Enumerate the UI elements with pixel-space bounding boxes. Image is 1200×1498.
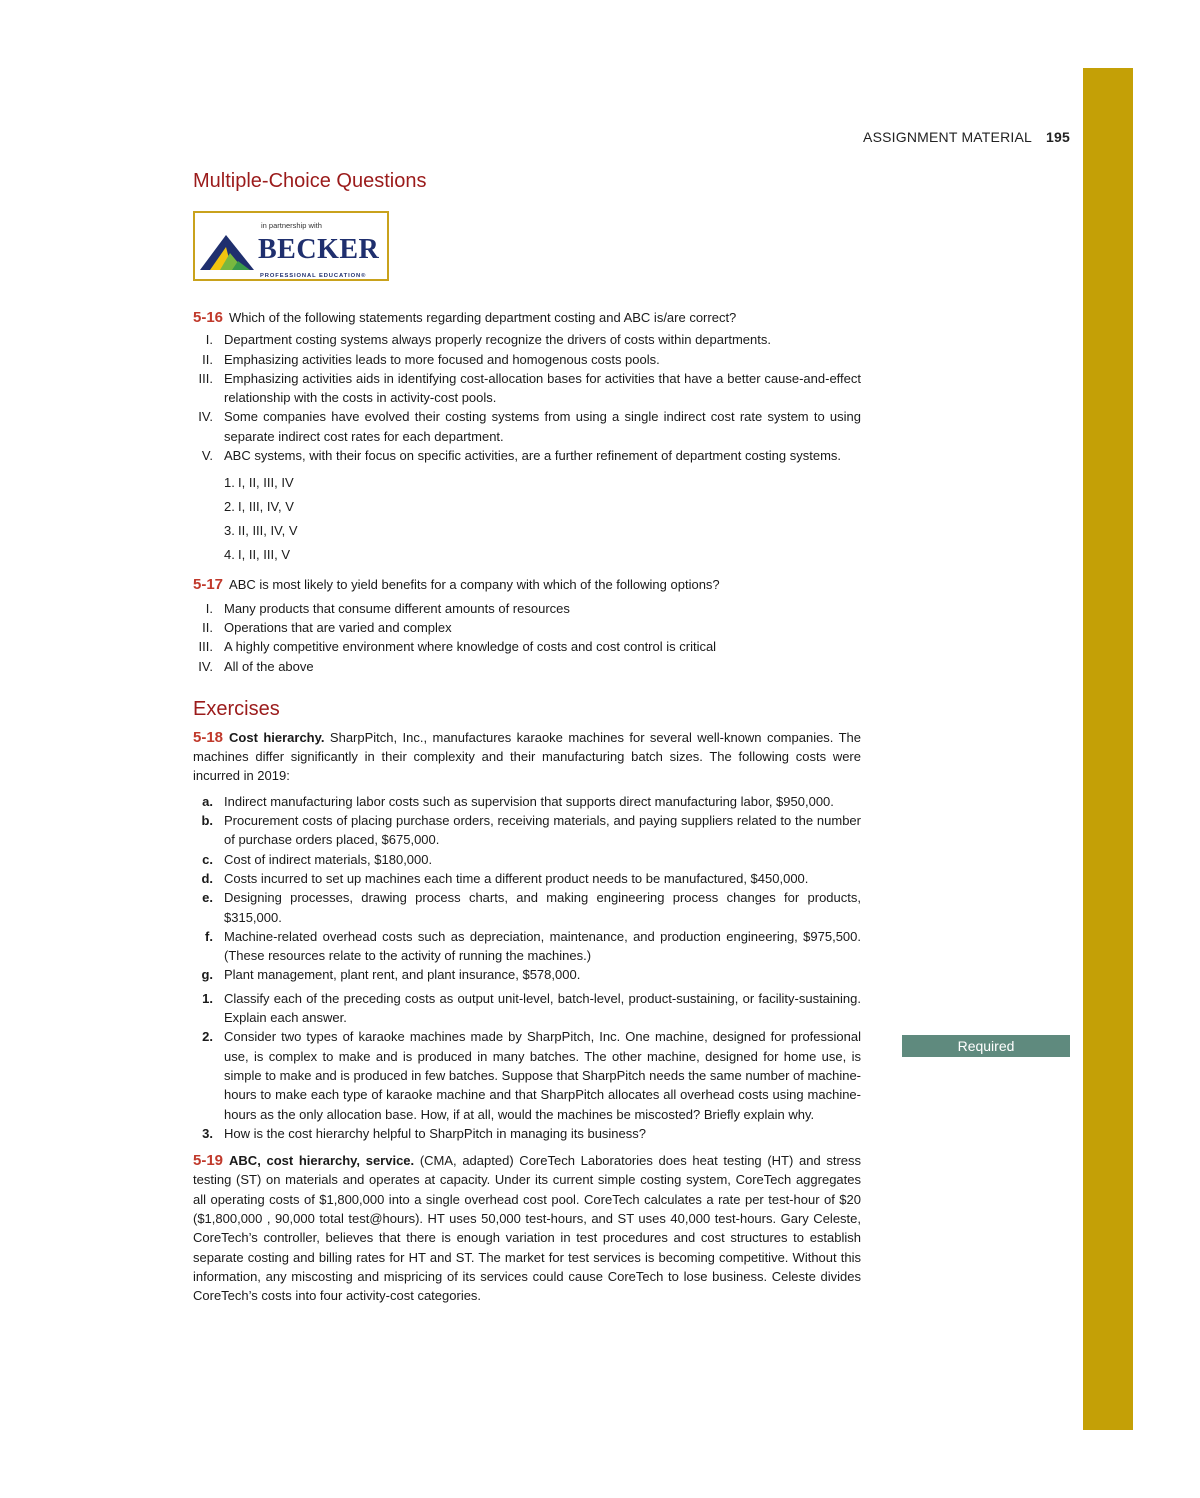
- question-text: SharpPitch, Inc., manufactures karaoke machines for several well-known companies. The machines differ significantly in their complexity and their manufacturing batch sizes. The following costs were incurred in 2019:: [193, 729, 861, 784]
- answer-option: 1. I, II, III, IV: [224, 475, 294, 491]
- question-text: ABC is most likely to yield benefits for a company with which of the following options?: [229, 577, 720, 593]
- list-item: 1. Classify each of the preceding costs as output unit-level, batch-level, product-sustaining, or facility-sustaining. Explain each answer.: [202, 990, 861, 1026]
- running-head: [770, 129, 1070, 145]
- required-list: [193, 989, 861, 1143]
- statement-list: [193, 330, 861, 465]
- list-item: II. Emphasizing activities leads to more focused and homogenous costs pools.: [202, 351, 660, 367]
- question-number: 5-17: [193, 576, 224, 594]
- question-number: 5-16: [193, 309, 224, 326]
- list-item: IV. All of the above: [198, 658, 314, 674]
- becker-partner-text: in partnership with: [261, 221, 322, 230]
- required-badge: Required: [902, 1035, 1070, 1057]
- question-5-17: [193, 575, 861, 594]
- answer-option: 3. II, III, IV, V: [224, 523, 298, 539]
- question-5-16: [193, 308, 861, 327]
- running-head-title: ASSIGNMENT MATERIAL: [863, 129, 1033, 145]
- list-item: b. Procurement costs of placing purchase orders, receiving materials, and paying suppliers related to the number of purchase orders placed, $675,000.: [201, 813, 861, 848]
- margin-color-bar: [1083, 68, 1133, 1430]
- becker-brand-subtitle: PROFESSIONAL EDUCATION®: [260, 273, 367, 279]
- statement-list: [193, 599, 861, 676]
- question-title: Cost hierarchy.: [229, 729, 325, 745]
- question-text: (CMA, adapted) CoreTech Laboratories does heat testing (HT) and stress testing (ST) on materials and operates at capacity. Under its current simple costing system, CoreTech aggregates all operating costs of $1,800,000 into a single overhead cost pool. CoreTech calculates a rate per test-hour of $20 ($1,800,000 , 90,000 total test@hours). HT uses 50,000 test-hours, and ST uses 40,000 test-hours. Gary Celeste, CoreTech’s controller, believes that there is enough variation in test procedures and cost structures to establish separate costing and billing rates for HT and ST. The market for test services is becoming competitive. Without this information, any miscosting and mispricing of its services could cause CoreTech to lose business. Celeste divides CoreTech’s costs into four activity-cost categories.: [193, 1153, 862, 1304]
- cost-item-list: [193, 792, 861, 985]
- list-item: III. A highly competitive environment where knowledge of costs and cost control is critical: [198, 639, 717, 655]
- answer-option: 2. I, III, IV, V: [224, 499, 294, 515]
- answer-options: [224, 471, 861, 567]
- exercises-section-title: Exercises: [193, 697, 280, 720]
- list-item: III. Emphasizing activities aids in identifying cost-allocation bases for activities that have a better cause-and-effect relationship with the costs in activity-cost pools.: [198, 370, 861, 406]
- question-number: 5-18: [193, 728, 224, 746]
- list-item: IV. Some companies have evolved their costing systems from using a single indirect cost rate system to using separate indirect cost rates for each department.: [198, 409, 861, 444]
- list-item: II. Operations that are varied and complex: [202, 619, 452, 635]
- main-content: [193, 168, 861, 1305]
- list-item: d. Costs incurred to set up machines each time a different product needs to be manufactured, $450,000.: [201, 870, 809, 886]
- question-number: 5-19: [193, 1152, 224, 1170]
- list-item: c. Cost of indirect materials, $180,000.: [202, 851, 433, 867]
- question-title: ABC, cost hierarchy, service.: [229, 1153, 415, 1169]
- becker-brand-name: BECKER: [258, 234, 380, 265]
- question-5-19: [193, 1151, 861, 1305]
- list-item: V. ABC systems, with their focus on specific activities, are a further refinement of department costing systems.: [201, 448, 842, 464]
- page-number: 195: [1046, 129, 1070, 145]
- list-item: 3. How is the cost hierarchy helpful to SharpPitch in managing its business?: [202, 1125, 646, 1141]
- becker-triangle-icon: [198, 233, 256, 271]
- list-item: a. Indirect manufacturing labor costs such as supervision that supports direct manufacturing labor, $950,000.: [202, 793, 834, 809]
- list-item: I. Department costing systems always properly recognize the drivers of costs within departments.: [205, 332, 771, 348]
- list-item: f. Machine-related overhead costs such as depreciation, maintenance, and production engineering, $975,500. (These resources relate to the activity of running the machines.): [205, 928, 861, 964]
- list-item: 2. Consider two types of karaoke machines made by SharpPitch, Inc. One machine, designed for professional use, is complex to make and is produced in many batches. The other machine, designed for home use, is simple to make and is produced in few batches. Suppose that SharpPitch needs the same number of machine-hours to make each type of karaoke machine and that SharpPitch allocates all overhead costs using machine-hours as the only allocation base. How, if at all, would the machines be miscosted? Briefly explain why.: [202, 1029, 861, 1122]
- list-item: I. Many products that consume different amounts of resources: [205, 600, 570, 616]
- becker-logo: [193, 211, 389, 281]
- mcq-section-title: Multiple-Choice Questions: [193, 170, 427, 192]
- answer-option: 4. I, II, III, V: [224, 547, 291, 563]
- question-text: Which of the following statements regarding department costing and ABC is/are correct?: [229, 310, 737, 325]
- list-item: e. Designing processes, drawing process charts, and making engineering process changes for products, $315,000.: [202, 890, 861, 925]
- question-5-18: [193, 728, 861, 786]
- list-item: g. Plant management, plant rent, and plant insurance, $578,000.: [201, 967, 581, 983]
